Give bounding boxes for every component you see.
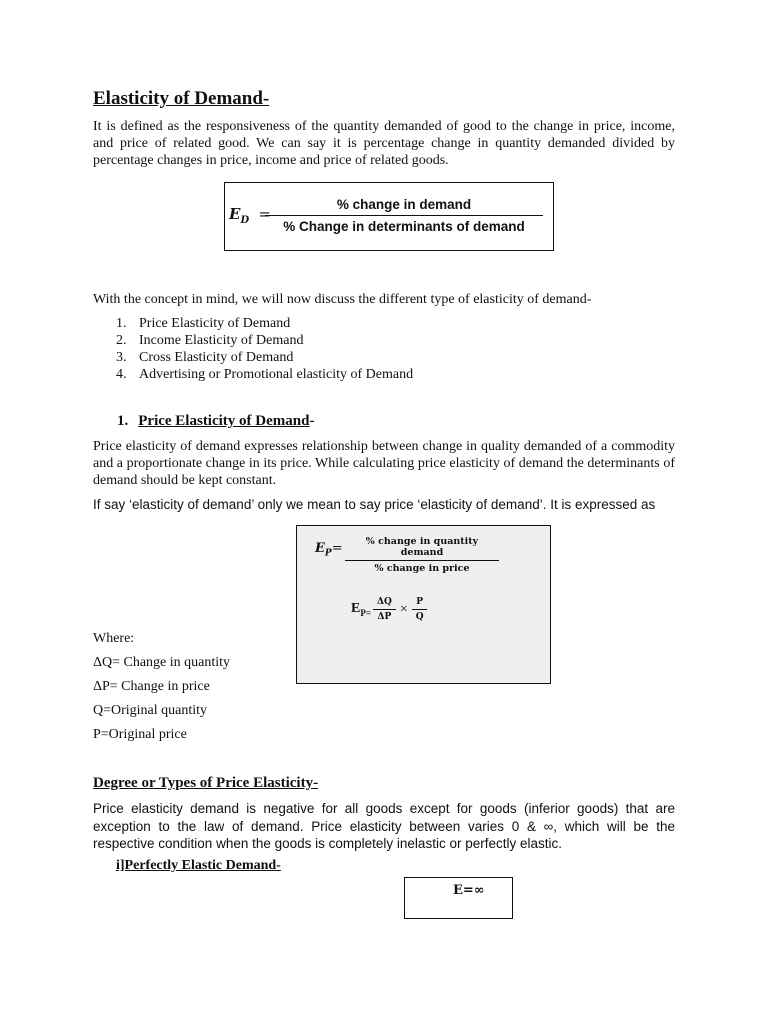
formula-denominator: % Change in determinants of demand xyxy=(283,219,525,234)
formula2-numerator: % change in quantity demand xyxy=(345,536,499,561)
pq-fraction: $\frac{P}{Q}$ xyxy=(412,597,428,622)
page-title: Elasticity of Demand- xyxy=(93,88,270,109)
where-item: ΔQ= Change in quantity xyxy=(93,655,231,670)
delta-fraction: $\frac{\Delta Q}{\Delta P}$ xyxy=(373,597,396,622)
types-list xyxy=(116,315,413,383)
formula2-ep: $E_{P=}$ xyxy=(351,601,371,618)
section-heading-price-elasticity: 1. Price Elasticity of Demand- xyxy=(117,413,315,429)
list-item: 3. Cross Elasticity of Demand xyxy=(116,350,294,365)
formula2-fraction xyxy=(345,536,499,574)
where-item: Q=Original quantity xyxy=(93,703,208,718)
formula2-lhs: $E_P=$ xyxy=(315,541,343,559)
formula2-denominator: % change in price xyxy=(374,563,470,574)
degree-paragraph: Price elasticity demand is negative for all goods except for goods (inferior goods) that are exception to the law of demand. Price elasticity between varies 0 & ∞, which will be the respective condition when the goods is completely inelastic or perfectly elastic. xyxy=(93,801,675,851)
expression-paragraph: If say ‘elasticity of demand’ only we mean to say price ‘elasticity of demand’. It is expressed as xyxy=(93,497,656,512)
price-elasticity-paragraph: Price elasticity of demand expresses relationship between change in quality demanded of a commodity and a proportionate change in its price. While calculating price elasticity of demand the determinants of demand should be kept constant. xyxy=(93,439,675,488)
price-elasticity-formula-box xyxy=(296,525,551,684)
degree-heading: Degree or Types of Price Elasticity- xyxy=(93,775,319,791)
perfectly-elastic-heading: i]Perfectly Elastic Demand- xyxy=(116,858,281,873)
times-sign: × xyxy=(399,601,408,617)
formula-lhs: $E_D$ = xyxy=(229,205,271,226)
formula-numerator: % change in demand xyxy=(265,197,543,216)
where-label: Where: xyxy=(93,631,135,646)
elasticity-formula-box xyxy=(224,182,554,251)
perfectly-elastic-formula-box xyxy=(404,877,513,919)
infinity-formula: E=∞ xyxy=(453,883,485,898)
list-item: 4. Advertising or Promotional elasticity of Demand xyxy=(116,367,414,382)
where-item: P=Original price xyxy=(93,727,187,742)
concept-paragraph: With the concept in mind, we will now discuss the different type of elasticity of demand- xyxy=(93,292,592,307)
list-item: 2. Income Elasticity of Demand xyxy=(116,333,304,348)
list-item: 1. Price Elasticity of Demand xyxy=(116,316,291,331)
formula2-derived xyxy=(351,597,428,622)
where-item: ΔP= Change in price xyxy=(93,679,210,694)
formula-fraction xyxy=(265,197,543,234)
intro-paragraph: It is defined as the responsiveness of the quantity demanded of good to the change in price, income, and price of related good. We can say it is percentage change in quantity demanded divided by percentage changes in price, income and price of related goods. xyxy=(93,119,675,168)
